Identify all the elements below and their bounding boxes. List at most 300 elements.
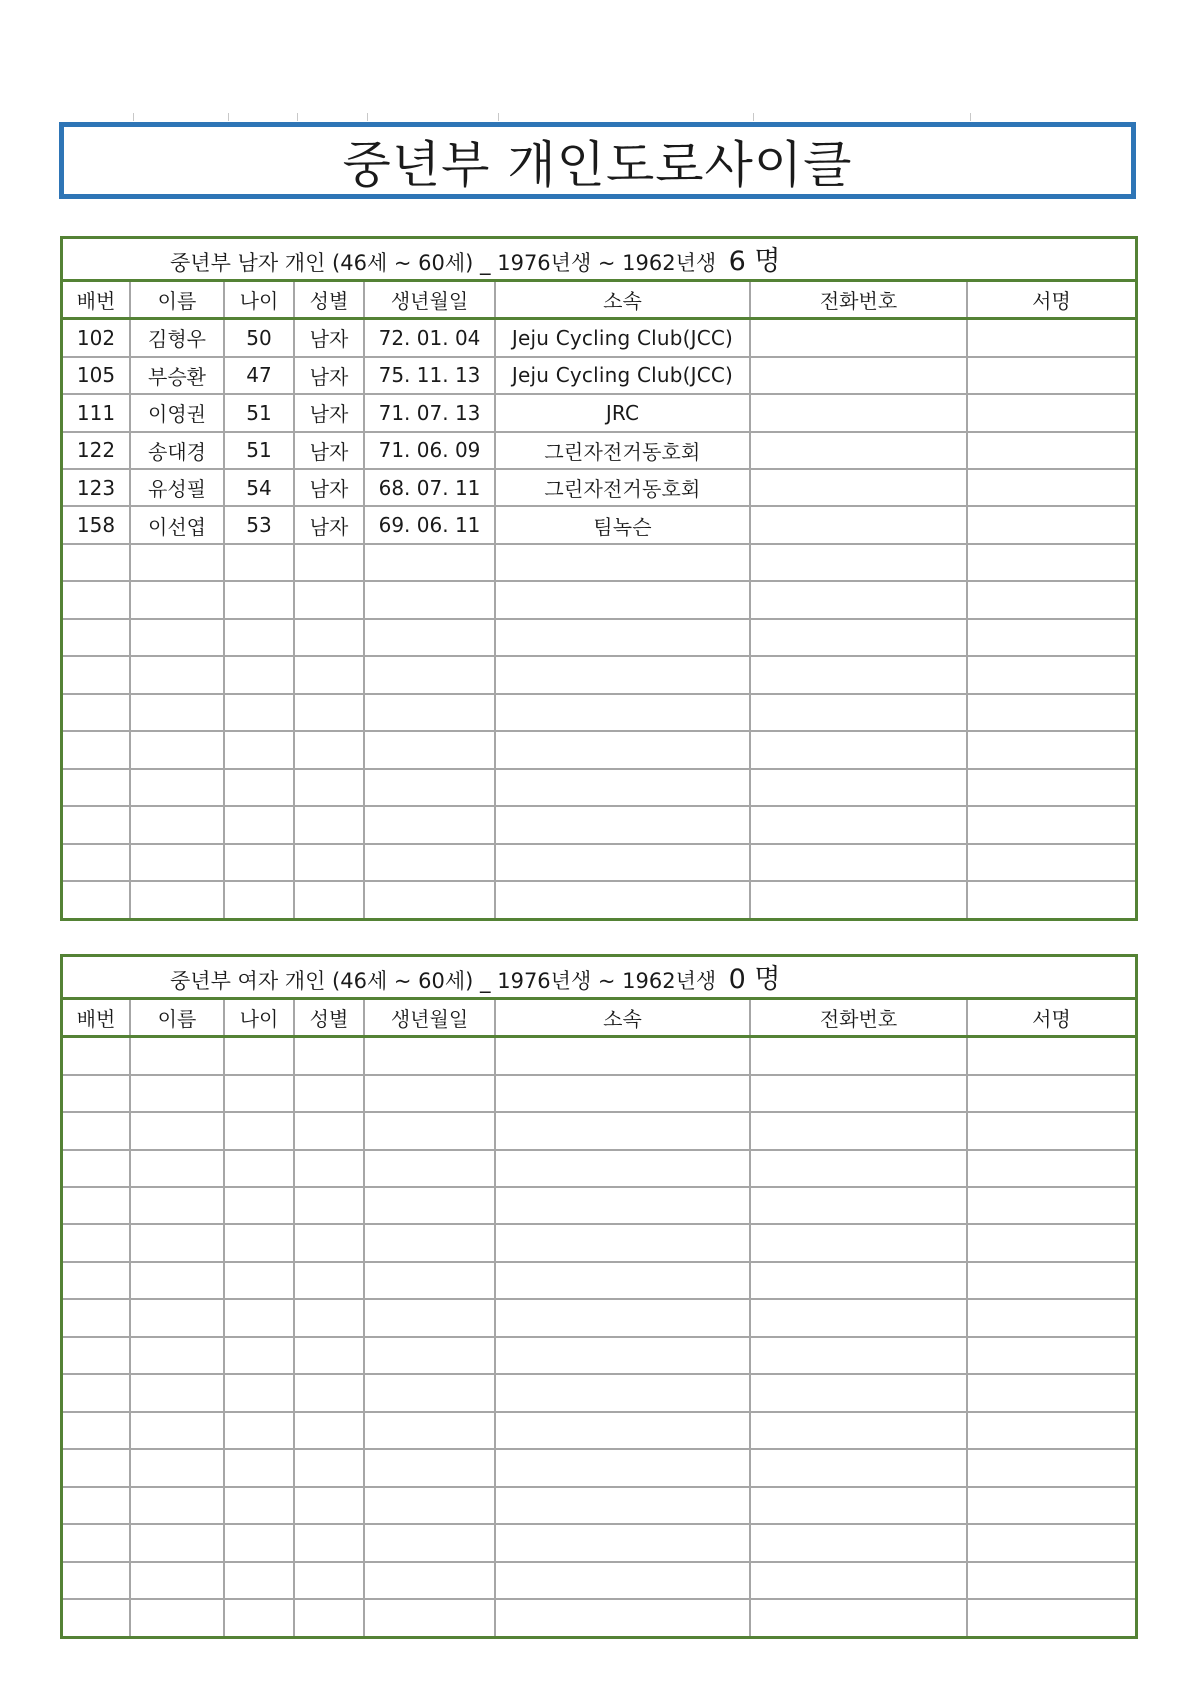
bib-cell xyxy=(63,1599,130,1636)
age-cell xyxy=(224,1037,294,1075)
name-cell xyxy=(130,619,224,656)
signature-cell xyxy=(967,1224,1135,1261)
club-cell xyxy=(495,769,750,806)
signature-cell xyxy=(967,1112,1135,1149)
signature-cell xyxy=(967,1374,1135,1411)
name-cell xyxy=(130,731,224,768)
age-cell xyxy=(224,731,294,768)
women-caption: 중년부 여자 개인 (46세 ~ 60세) _ 1976년생 ~ 1962년생 xyxy=(170,969,717,994)
signature-cell xyxy=(967,1299,1135,1336)
bib-cell xyxy=(63,1374,130,1411)
age-cell xyxy=(224,1599,294,1636)
age-cell xyxy=(224,1299,294,1336)
bib-cell: 158 xyxy=(63,506,130,543)
age-cell xyxy=(224,1374,294,1411)
dob-cell xyxy=(364,1449,495,1486)
dob-cell xyxy=(364,1524,495,1561)
bib-cell xyxy=(63,1037,130,1075)
name-cell xyxy=(130,1224,224,1261)
age-cell xyxy=(224,694,294,731)
signature-cell xyxy=(967,731,1135,768)
empty-table-row xyxy=(63,1412,1135,1449)
phone-cell xyxy=(750,1487,967,1524)
age-cell xyxy=(224,1262,294,1299)
gender-cell xyxy=(294,581,364,618)
bib-cell xyxy=(63,1112,130,1149)
name-cell xyxy=(130,806,224,843)
dob-cell xyxy=(364,1562,495,1599)
signature-cell xyxy=(967,1524,1135,1561)
name-cell xyxy=(130,1187,224,1224)
signature-cell xyxy=(967,694,1135,731)
gender-cell: 남자 xyxy=(294,506,364,543)
phone-cell xyxy=(750,1037,967,1075)
signature-cell xyxy=(967,394,1135,431)
club-cell xyxy=(495,1374,750,1411)
name-cell xyxy=(130,694,224,731)
table-row xyxy=(63,506,1135,543)
empty-table-row xyxy=(63,731,1135,768)
dob-cell xyxy=(364,1599,495,1636)
signature-cell xyxy=(967,581,1135,618)
gender-cell xyxy=(294,1262,364,1299)
club-cell xyxy=(495,844,750,881)
phone-cell xyxy=(750,881,967,918)
age-cell xyxy=(224,1487,294,1524)
age-cell xyxy=(224,1562,294,1599)
table-row xyxy=(63,357,1135,394)
empty-table-row xyxy=(63,1599,1135,1636)
signature-cell xyxy=(967,1075,1135,1112)
bib-cell xyxy=(63,1524,130,1561)
name-cell: 부승환 xyxy=(130,357,224,394)
gender-cell xyxy=(294,1187,364,1224)
bib-cell xyxy=(63,1224,130,1261)
signature-cell xyxy=(967,432,1135,469)
phone-cell xyxy=(750,1187,967,1224)
phone-cell xyxy=(750,432,967,469)
name-cell xyxy=(130,1337,224,1374)
club-cell xyxy=(495,1449,750,1486)
empty-table-row xyxy=(63,1337,1135,1374)
bib-cell xyxy=(63,694,130,731)
bib-cell xyxy=(63,1075,130,1112)
bib-cell xyxy=(63,731,130,768)
club-cell xyxy=(495,581,750,618)
dob-cell xyxy=(364,544,495,581)
club-cell xyxy=(495,619,750,656)
signature-cell xyxy=(967,619,1135,656)
women-roster-table xyxy=(63,957,1135,1636)
dob-cell xyxy=(364,656,495,693)
phone-cell xyxy=(750,357,967,394)
empty-table-row xyxy=(63,806,1135,843)
empty-table-row xyxy=(63,619,1135,656)
dob-cell: 71. 06. 09 xyxy=(364,432,495,469)
dob-cell xyxy=(364,1224,495,1261)
phone-cell xyxy=(750,769,967,806)
signature-cell xyxy=(967,1262,1135,1299)
dob-cell xyxy=(364,619,495,656)
men-count: 6 명 xyxy=(728,246,781,278)
empty-table-row xyxy=(63,1299,1135,1336)
club-cell: Jeju Cycling Club(JCC) xyxy=(495,357,750,394)
table-row xyxy=(63,394,1135,431)
club-cell xyxy=(495,656,750,693)
empty-table-row xyxy=(63,1487,1135,1524)
gender-cell xyxy=(294,1562,364,1599)
dob-cell xyxy=(364,1412,495,1449)
age-cell xyxy=(224,544,294,581)
table-row xyxy=(63,432,1135,469)
empty-table-row xyxy=(63,1562,1135,1599)
bib-cell: 102 xyxy=(63,319,130,357)
bib-cell xyxy=(63,1449,130,1486)
signature-cell xyxy=(967,1037,1135,1075)
age-cell xyxy=(224,1412,294,1449)
header-signature: 서명 xyxy=(967,280,1135,319)
name-cell xyxy=(130,1262,224,1299)
name-cell xyxy=(130,1599,224,1636)
dob-cell xyxy=(364,694,495,731)
signature-cell xyxy=(967,1337,1135,1374)
gender-cell xyxy=(294,619,364,656)
empty-table-row xyxy=(63,1037,1135,1075)
phone-cell xyxy=(750,1374,967,1411)
club-cell xyxy=(495,1337,750,1374)
dob-cell xyxy=(364,1075,495,1112)
signature-cell xyxy=(967,806,1135,843)
phone-cell xyxy=(750,319,967,357)
age-cell xyxy=(224,656,294,693)
dob-cell xyxy=(364,581,495,618)
bib-cell xyxy=(63,1337,130,1374)
club-cell xyxy=(495,1599,750,1636)
women-caption-row xyxy=(63,957,1135,998)
name-cell: 김형우 xyxy=(130,319,224,357)
name-cell xyxy=(130,656,224,693)
bib-cell xyxy=(63,1299,130,1336)
name-cell xyxy=(130,1412,224,1449)
phone-cell xyxy=(750,806,967,843)
gender-cell xyxy=(294,1449,364,1486)
header-gender: 성별 xyxy=(294,280,364,319)
signature-cell xyxy=(967,357,1135,394)
gender-cell xyxy=(294,1412,364,1449)
club-cell xyxy=(495,1150,750,1187)
name-cell xyxy=(130,844,224,881)
header-phone: 전화번호 xyxy=(750,998,967,1037)
empty-table-row xyxy=(63,1224,1135,1261)
club-cell xyxy=(495,1075,750,1112)
phone-cell xyxy=(750,469,967,506)
age-cell: 51 xyxy=(224,394,294,431)
empty-table-row xyxy=(63,1449,1135,1486)
name-cell: 유성필 xyxy=(130,469,224,506)
club-cell: 그린자전거동호회 xyxy=(495,469,750,506)
gender-cell xyxy=(294,694,364,731)
bib-cell xyxy=(63,881,130,918)
signature-cell xyxy=(967,656,1135,693)
phone-cell xyxy=(750,1599,967,1636)
phone-cell xyxy=(750,1412,967,1449)
header-phone: 전화번호 xyxy=(750,280,967,319)
bib-cell: 122 xyxy=(63,432,130,469)
header-name: 이름 xyxy=(130,280,224,319)
bib-cell xyxy=(63,581,130,618)
dob-cell: 68. 07. 11 xyxy=(364,469,495,506)
phone-cell xyxy=(750,1337,967,1374)
age-cell: 51 xyxy=(224,432,294,469)
dob-cell xyxy=(364,806,495,843)
bib-cell xyxy=(63,1487,130,1524)
dob-cell xyxy=(364,731,495,768)
gender-cell xyxy=(294,1337,364,1374)
age-cell: 50 xyxy=(224,319,294,357)
phone-cell xyxy=(750,1075,967,1112)
dob-cell xyxy=(364,881,495,918)
age-cell xyxy=(224,1337,294,1374)
signature-cell xyxy=(967,1599,1135,1636)
signature-cell xyxy=(967,881,1135,918)
signature-cell xyxy=(967,1412,1135,1449)
phone-cell xyxy=(750,1150,967,1187)
club-cell xyxy=(495,1412,750,1449)
name-cell xyxy=(130,1150,224,1187)
club-cell: JRC xyxy=(495,394,750,431)
empty-table-row xyxy=(63,844,1135,881)
phone-cell xyxy=(750,1562,967,1599)
header-gender: 성별 xyxy=(294,998,364,1037)
gender-cell xyxy=(294,1037,364,1075)
empty-table-row xyxy=(63,544,1135,581)
empty-table-row xyxy=(63,1262,1135,1299)
bib-cell xyxy=(63,1562,130,1599)
gender-cell xyxy=(294,769,364,806)
gender-cell xyxy=(294,1150,364,1187)
age-cell xyxy=(224,1224,294,1261)
dob-cell xyxy=(364,1112,495,1149)
empty-table-row xyxy=(63,656,1135,693)
empty-table-row xyxy=(63,1374,1135,1411)
name-cell xyxy=(130,1112,224,1149)
dob-cell xyxy=(364,1299,495,1336)
bib-cell xyxy=(63,619,130,656)
men-caption-row xyxy=(63,239,1135,280)
signature-cell xyxy=(967,1449,1135,1486)
name-cell xyxy=(130,1524,224,1561)
name-cell: 송대경 xyxy=(130,432,224,469)
signature-cell xyxy=(967,506,1135,543)
age-cell xyxy=(224,1112,294,1149)
table-row xyxy=(63,319,1135,357)
empty-table-row xyxy=(63,1112,1135,1149)
gender-cell xyxy=(294,544,364,581)
header-name: 이름 xyxy=(130,998,224,1037)
club-cell xyxy=(495,1562,750,1599)
phone-cell xyxy=(750,1112,967,1149)
name-cell xyxy=(130,544,224,581)
men-header-row xyxy=(63,280,1135,319)
name-cell: 이선엽 xyxy=(130,506,224,543)
empty-table-row xyxy=(63,1524,1135,1561)
club-cell xyxy=(495,1037,750,1075)
empty-table-row xyxy=(63,881,1135,918)
name-cell xyxy=(130,1487,224,1524)
dob-cell xyxy=(364,1037,495,1075)
gender-cell xyxy=(294,731,364,768)
gender-cell xyxy=(294,1487,364,1524)
club-cell xyxy=(495,1224,750,1261)
club-cell xyxy=(495,731,750,768)
bib-cell xyxy=(63,1187,130,1224)
gender-cell xyxy=(294,1299,364,1336)
club-cell: Jeju Cycling Club(JCC) xyxy=(495,319,750,357)
signature-cell xyxy=(967,1150,1135,1187)
phone-cell xyxy=(750,1299,967,1336)
age-cell xyxy=(224,844,294,881)
header-dob: 생년월일 xyxy=(364,998,495,1037)
name-cell xyxy=(130,1075,224,1112)
header-signature: 서명 xyxy=(967,998,1135,1037)
women-count: 0 명 xyxy=(728,964,781,996)
signature-cell xyxy=(967,844,1135,881)
age-cell xyxy=(224,1449,294,1486)
phone-cell xyxy=(750,581,967,618)
signature-cell xyxy=(967,769,1135,806)
club-cell xyxy=(495,1262,750,1299)
dob-cell xyxy=(364,1262,495,1299)
phone-cell xyxy=(750,731,967,768)
name-cell xyxy=(130,581,224,618)
club-cell: 그린자전거동호회 xyxy=(495,432,750,469)
phone-cell xyxy=(750,544,967,581)
empty-table-row xyxy=(63,769,1135,806)
men-roster-table xyxy=(63,239,1135,918)
phone-cell xyxy=(750,1262,967,1299)
dob-cell: 71. 07. 13 xyxy=(364,394,495,431)
dob-cell xyxy=(364,1187,495,1224)
signature-cell xyxy=(967,1562,1135,1599)
phone-cell xyxy=(750,694,967,731)
age-cell: 54 xyxy=(224,469,294,506)
phone-cell xyxy=(750,1524,967,1561)
club-cell: 팀녹슨 xyxy=(495,506,750,543)
bib-cell xyxy=(63,1150,130,1187)
name-cell: 이영권 xyxy=(130,394,224,431)
gender-cell: 남자 xyxy=(294,319,364,357)
header-bib: 배번 xyxy=(63,280,130,319)
gender-cell: 남자 xyxy=(294,357,364,394)
gender-cell xyxy=(294,844,364,881)
bib-cell: 123 xyxy=(63,469,130,506)
bib-cell xyxy=(63,656,130,693)
club-cell xyxy=(495,1187,750,1224)
age-cell xyxy=(224,1524,294,1561)
dob-cell xyxy=(364,1487,495,1524)
men-roster xyxy=(60,236,1138,921)
header-age: 나이 xyxy=(224,280,294,319)
name-cell xyxy=(130,1562,224,1599)
club-cell xyxy=(495,694,750,731)
women-header-row xyxy=(63,998,1135,1037)
club-cell xyxy=(495,1524,750,1561)
signature-cell xyxy=(967,544,1135,581)
phone-cell xyxy=(750,506,967,543)
gender-cell xyxy=(294,1075,364,1112)
phone-cell xyxy=(750,394,967,431)
signature-cell xyxy=(967,1187,1135,1224)
dob-cell: 75. 11. 13 xyxy=(364,357,495,394)
bib-cell xyxy=(63,1262,130,1299)
bib-cell xyxy=(63,1412,130,1449)
gender-cell xyxy=(294,1224,364,1261)
dob-cell xyxy=(364,1337,495,1374)
name-cell xyxy=(130,1374,224,1411)
phone-cell xyxy=(750,656,967,693)
header-club: 소속 xyxy=(495,280,750,319)
club-cell xyxy=(495,1299,750,1336)
name-cell xyxy=(130,1449,224,1486)
bib-cell xyxy=(63,844,130,881)
gender-cell xyxy=(294,656,364,693)
empty-table-row xyxy=(63,1187,1135,1224)
title-box xyxy=(59,122,1136,199)
gender-cell: 남자 xyxy=(294,432,364,469)
name-cell xyxy=(130,1037,224,1075)
age-cell xyxy=(224,1075,294,1112)
club-cell xyxy=(495,1487,750,1524)
signature-cell xyxy=(967,319,1135,357)
name-cell xyxy=(130,1299,224,1336)
header-club: 소속 xyxy=(495,998,750,1037)
dob-cell xyxy=(364,1150,495,1187)
page-title: 중년부 개인도로사이클 xyxy=(342,135,853,194)
age-cell xyxy=(224,881,294,918)
dob-cell xyxy=(364,844,495,881)
age-cell: 47 xyxy=(224,357,294,394)
dob-cell xyxy=(364,769,495,806)
header-age: 나이 xyxy=(224,998,294,1037)
table-row xyxy=(63,469,1135,506)
empty-table-row xyxy=(63,581,1135,618)
bib-cell xyxy=(63,806,130,843)
header-dob: 생년월일 xyxy=(364,280,495,319)
club-cell xyxy=(495,544,750,581)
bib-cell xyxy=(63,769,130,806)
phone-cell xyxy=(750,844,967,881)
bib-cell: 105 xyxy=(63,357,130,394)
gender-cell xyxy=(294,806,364,843)
age-cell xyxy=(224,1187,294,1224)
name-cell xyxy=(130,881,224,918)
header-bib: 배번 xyxy=(63,998,130,1037)
gender-cell xyxy=(294,1599,364,1636)
phone-cell xyxy=(750,619,967,656)
age-cell: 53 xyxy=(224,506,294,543)
bib-cell: 111 xyxy=(63,394,130,431)
gender-cell: 남자 xyxy=(294,394,364,431)
phone-cell xyxy=(750,1224,967,1261)
name-cell xyxy=(130,769,224,806)
men-caption: 중년부 남자 개인 (46세 ~ 60세) _ 1976년생 ~ 1962년생 xyxy=(170,251,717,276)
age-cell xyxy=(224,806,294,843)
club-cell xyxy=(495,806,750,843)
empty-table-row xyxy=(63,1150,1135,1187)
empty-table-row xyxy=(63,694,1135,731)
gender-cell: 남자 xyxy=(294,469,364,506)
club-cell xyxy=(495,1112,750,1149)
